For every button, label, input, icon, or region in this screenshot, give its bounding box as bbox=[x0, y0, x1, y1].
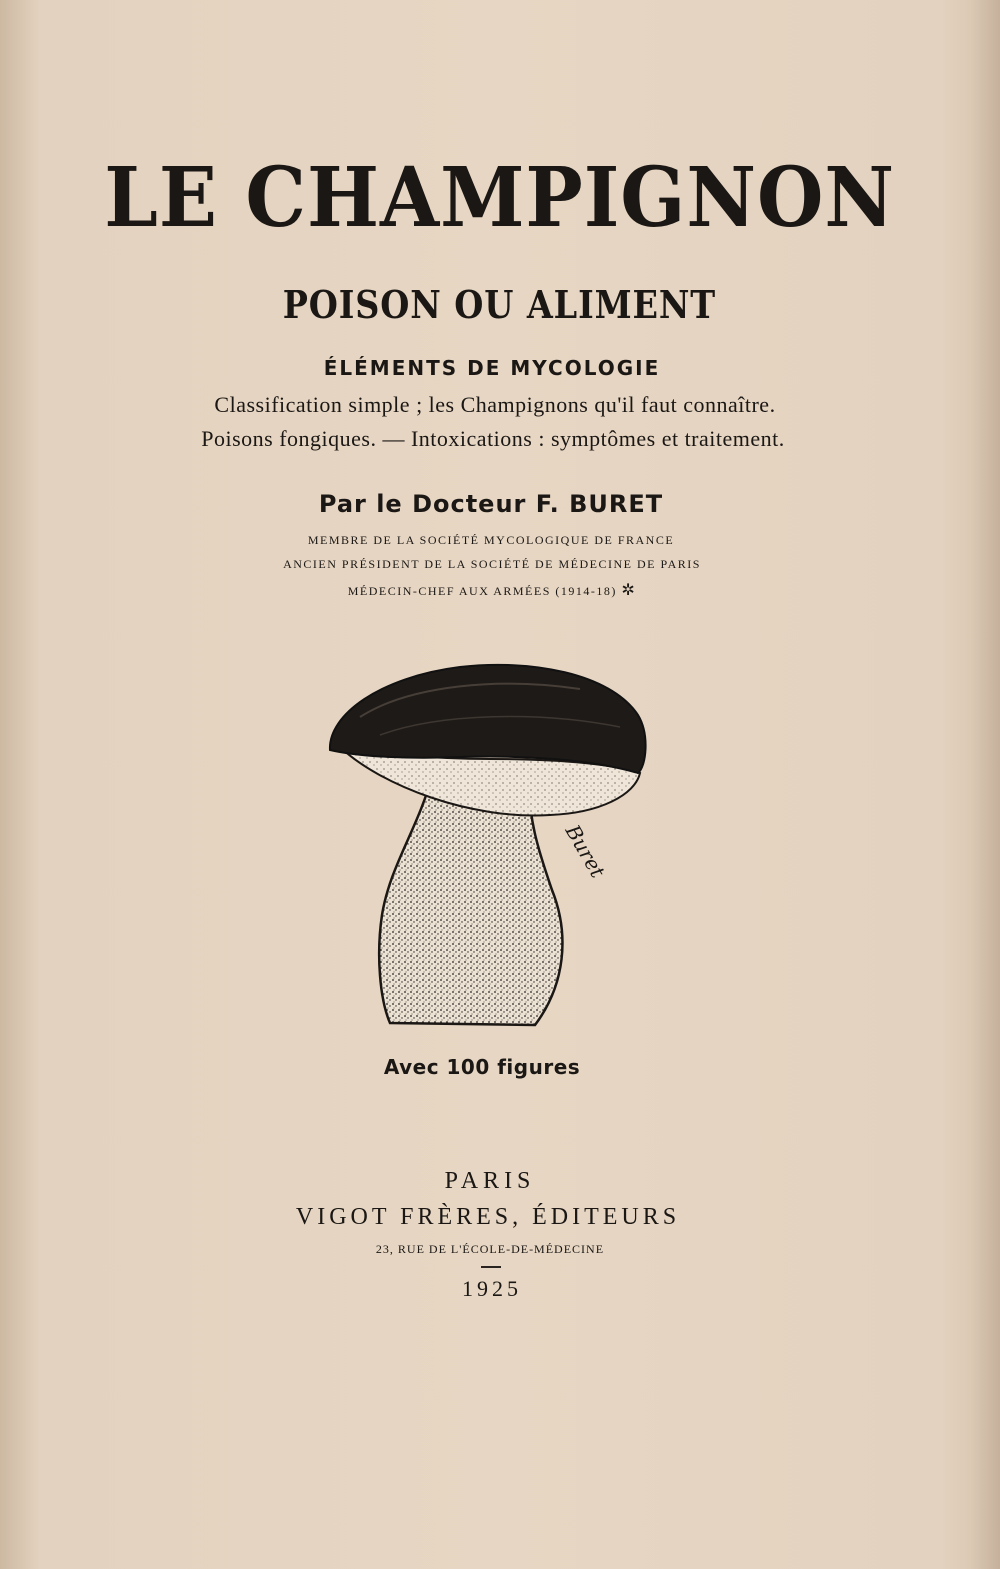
figures-note: Avec 100 figures bbox=[383, 1055, 581, 1079]
author-credential: MEMBRE DE LA SOCIÉTÉ MYCOLOGIQUE DE FRANCE bbox=[307, 533, 675, 547]
book-title: LE CHAMPIGNON bbox=[104, 150, 896, 246]
author-credential-text: MÉDECIN-CHEF AUX ARMÉES (1914-18) bbox=[347, 584, 617, 598]
book-subtitle: POISON OU ALIMENT bbox=[282, 282, 717, 327]
publication-year: 1925 bbox=[462, 1276, 522, 1301]
svg-text:Buret: Buret bbox=[560, 820, 610, 882]
publisher-name: VIGOT FRÈRES, ÉDITEURS bbox=[295, 1204, 681, 1230]
divider bbox=[481, 1266, 501, 1268]
publication-city: PARIS bbox=[444, 1168, 536, 1194]
decoration-star-icon: ✲ bbox=[621, 582, 637, 599]
artist-signature bbox=[560, 820, 610, 883]
elements-heading: ÉLÉMENTS DE MYCOLOGIE bbox=[323, 356, 661, 380]
description-line-1: Classification simple ; les Champignons qu'il faut connaître. bbox=[214, 392, 776, 417]
author-credential bbox=[0, 580, 992, 600]
publisher-address: 23, RUE DE L'ÉCOLE-DE-MÉDECINE bbox=[375, 1242, 605, 1256]
author-line: Par le Docteur F. BURET bbox=[318, 490, 664, 518]
mushroom-cap bbox=[330, 665, 646, 773]
mushroom-drawing-icon bbox=[320, 655, 660, 1035]
author-credential: ANCIEN PRÉSIDENT DE LA SOCIÉTÉ DE MÉDECINE DE PARIS bbox=[283, 557, 701, 571]
description-line-2: Poisons fongiques. — Intoxications : symptômes et traitement. bbox=[201, 426, 785, 451]
